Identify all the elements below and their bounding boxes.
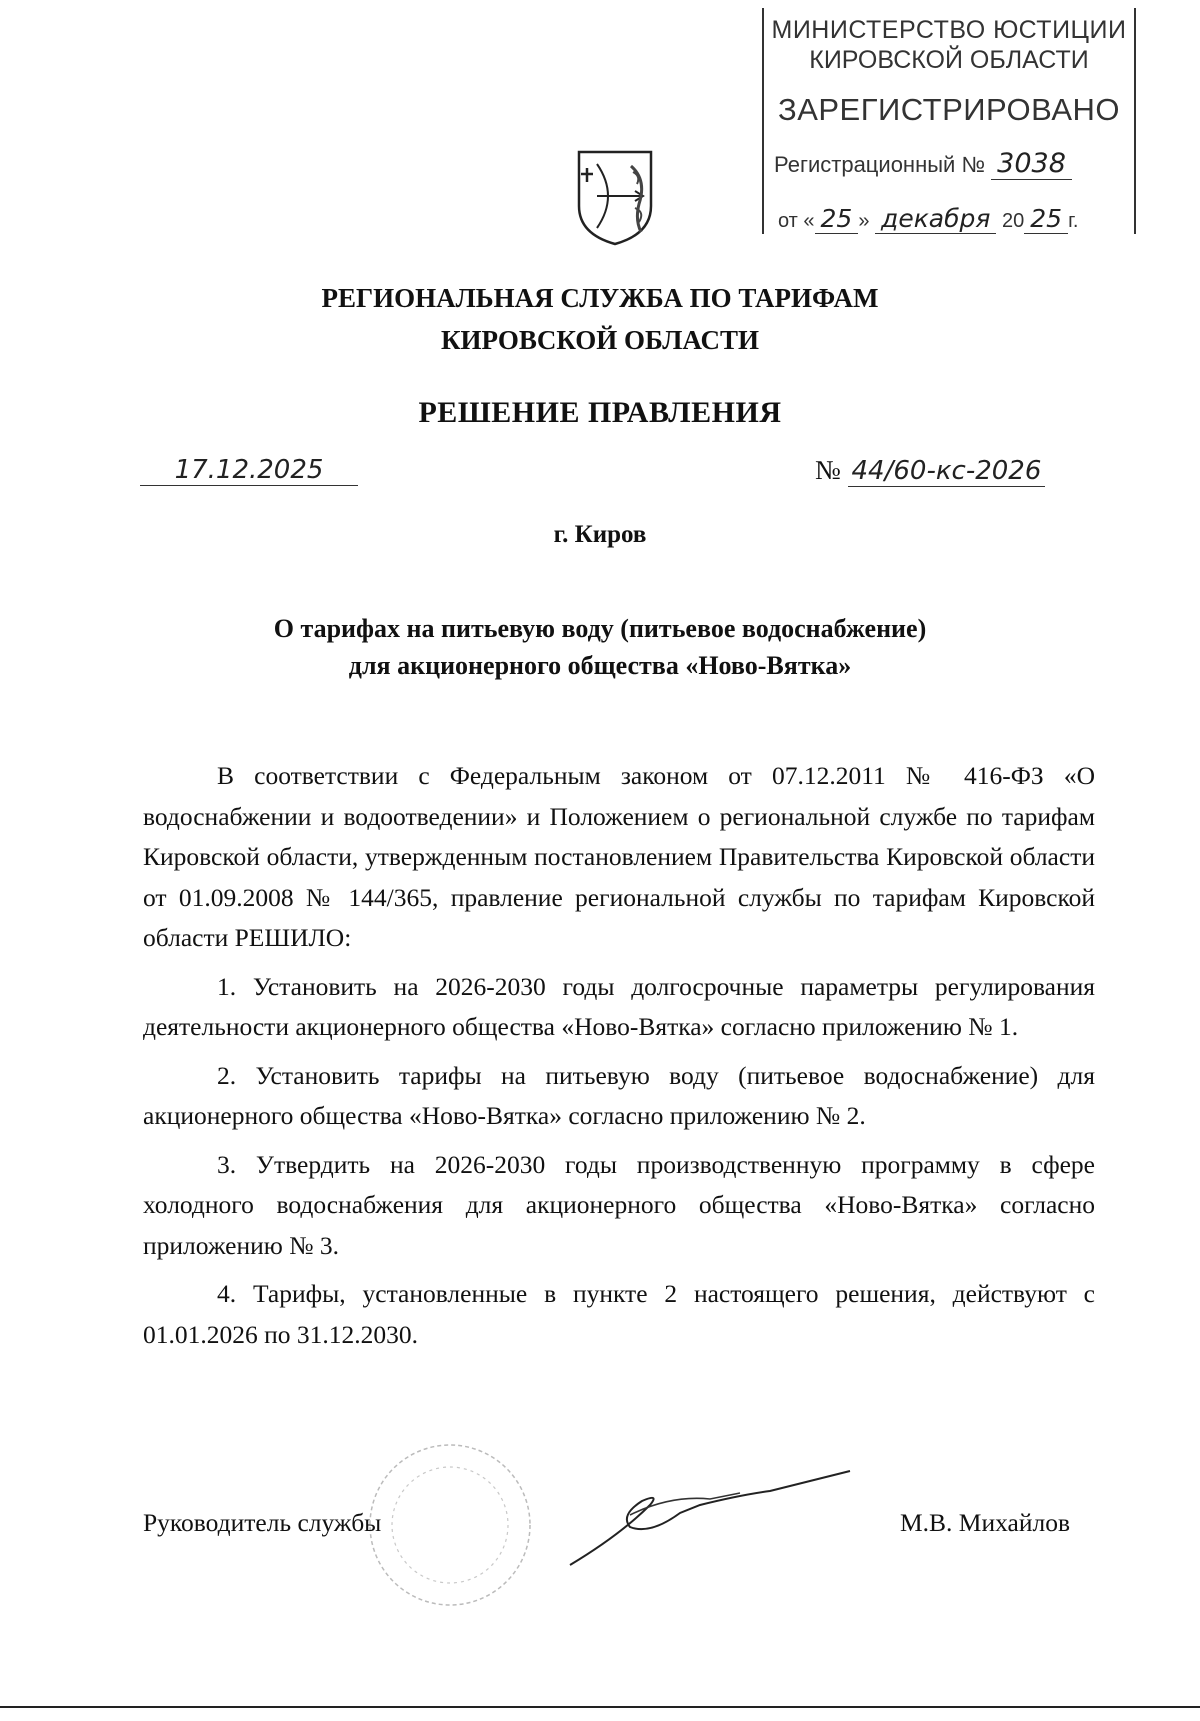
- decision-date: 17.12.2025: [140, 455, 358, 486]
- coat-of-arms-icon: [575, 148, 655, 246]
- decision-number: 44/60-кс-2026: [848, 456, 1046, 487]
- stamp-reg-label: Регистрационный №: [774, 152, 986, 177]
- stamp-from-label: от «: [778, 210, 815, 232]
- decision-body: [143, 756, 1095, 1363]
- service-name-line1: РЕГИОНАЛЬНАЯ СЛУЖБА ПО ТАРИФАМ: [321, 283, 879, 313]
- stamp-ministry: МИНИСТЕРСТВО ЮСТИЦИИ: [771, 16, 1127, 44]
- stamp-region: КИРОВСКОЙ ОБЛАСТИ: [809, 46, 1089, 74]
- decision-number-line: [815, 455, 1045, 486]
- stamp-day: 25: [815, 204, 859, 234]
- scan-bottom-edge: [0, 1706, 1200, 1708]
- stamp-year-unit: г.: [1068, 210, 1079, 232]
- subject-line1: О тарифах на питьевую воду (питьевое водоснабжение): [273, 614, 927, 643]
- stamp-registered: ЗАРЕГИСТРИРОВАНО: [777, 92, 1120, 127]
- round-seal-icon: [360, 1440, 540, 1610]
- stamp-year-suffix: 25: [1024, 204, 1068, 234]
- service-name-line2: КИРОВСКОЙ ОБЛАСТИ: [440, 325, 760, 355]
- handwritten-signature-icon: [560, 1465, 860, 1575]
- subject-line2: для акционерного общества «Ново-Вятка»: [348, 651, 852, 680]
- stamp-day-close: »: [858, 210, 870, 232]
- stamp-date-line: [778, 204, 1079, 233]
- registration-stamp: [762, 8, 1136, 234]
- document-type: РЕШЕНИЕ ПРАВЛЕНИЯ: [418, 396, 782, 429]
- number-label: №: [815, 455, 841, 485]
- signatory-role: Руководитель службы: [143, 1508, 382, 1537]
- stamp-reg-number-line: [774, 148, 1072, 179]
- stamp-reg-number: 3038: [991, 148, 1072, 180]
- stamp-month: декабря: [875, 204, 996, 234]
- city: г. Киров: [553, 521, 647, 548]
- item-1: 1. Установить на 2026-2030 годы долгосрочные параметры регулирования деятельности акционерного общества «Ново-Вятка» согласно приложению № 1.: [143, 971, 1095, 1041]
- preamble: В соответствии с Федеральным законом от 07.12.2011 № 416-ФЗ «О водоснабжении и водоотведении» и Положением о региональной службе по тарифам Кировской области, утвержденным постановлением Правительства Кировской области от 01.09.2008 № 144/365, правление региональной службы по тарифам Кировской области РЕШИЛО:: [143, 761, 1095, 952]
- signatory-name: М.В. Михайлов: [900, 1508, 1071, 1537]
- stamp-year-prefix: 20: [1002, 210, 1025, 232]
- item-2: 2. Установить тарифы на питьевую воду (питьевое водоснабжение) для акционерного общества «Ново-Вятка» согласно приложению № 2.: [143, 1060, 1095, 1130]
- item-4: 4. Тарифы, установленные в пункте 2 настоящего решения, действуют с 01.01.2026 по 31.12.2030.: [143, 1279, 1095, 1349]
- item-3: 3. Утвердить на 2026-2030 годы производственную программу в сфере холодного водоснабжения для акционерного общества «Ново-Вятка» согласно приложению № 3.: [143, 1149, 1095, 1260]
